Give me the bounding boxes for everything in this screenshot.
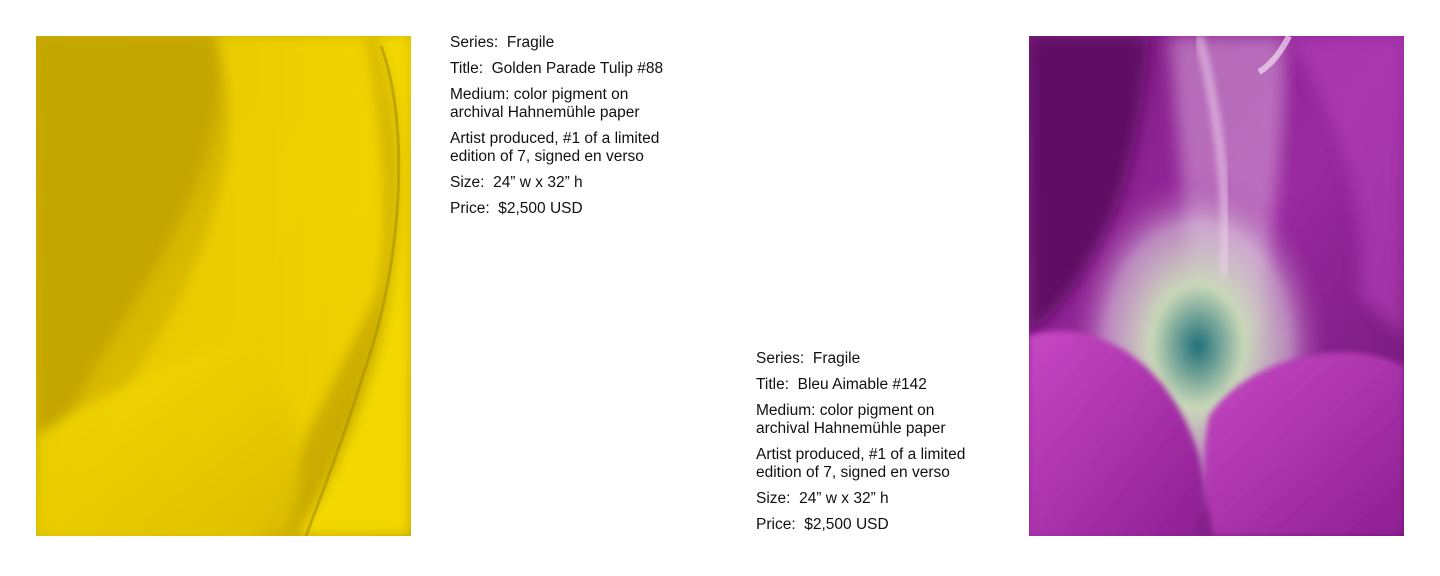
price-label: Price: $2,500 USD: [450, 200, 583, 217]
title-label: Title: Bleu Aimable #142: [756, 376, 927, 393]
medium-label: Medium: color pigment on archival Hahnemühle paper: [450, 86, 640, 121]
edition-label: Artist produced, #1 of a limited edition of 7, signed en verso: [450, 130, 660, 165]
size-label: Size: 24” w x 32” h: [450, 174, 583, 191]
artwork-details-golden-parade-tulip: [450, 34, 690, 226]
title-label: Title: Golden Parade Tulip #88: [450, 60, 664, 77]
medium-label: Medium: color pigment on archival Hahnemühle paper: [756, 402, 946, 437]
series-label: Series: Fragile: [756, 350, 861, 367]
size-label: Size: 24” w x 32” h: [756, 490, 889, 507]
yellow-petal-illustration: [36, 36, 411, 536]
series-label: Series: Fragile: [450, 34, 555, 51]
price-label: Price: $2,500 USD: [756, 516, 889, 533]
artwork-details-bleu-aimable: [756, 350, 996, 542]
edition-label: Artist produced, #1 of a limited edition of 7, signed en verso: [756, 446, 966, 481]
purple-petal-illustration: [1029, 36, 1404, 536]
artwork-image-golden-parade-tulip: [36, 36, 411, 536]
artwork-image-bleu-aimable: [1029, 36, 1404, 536]
